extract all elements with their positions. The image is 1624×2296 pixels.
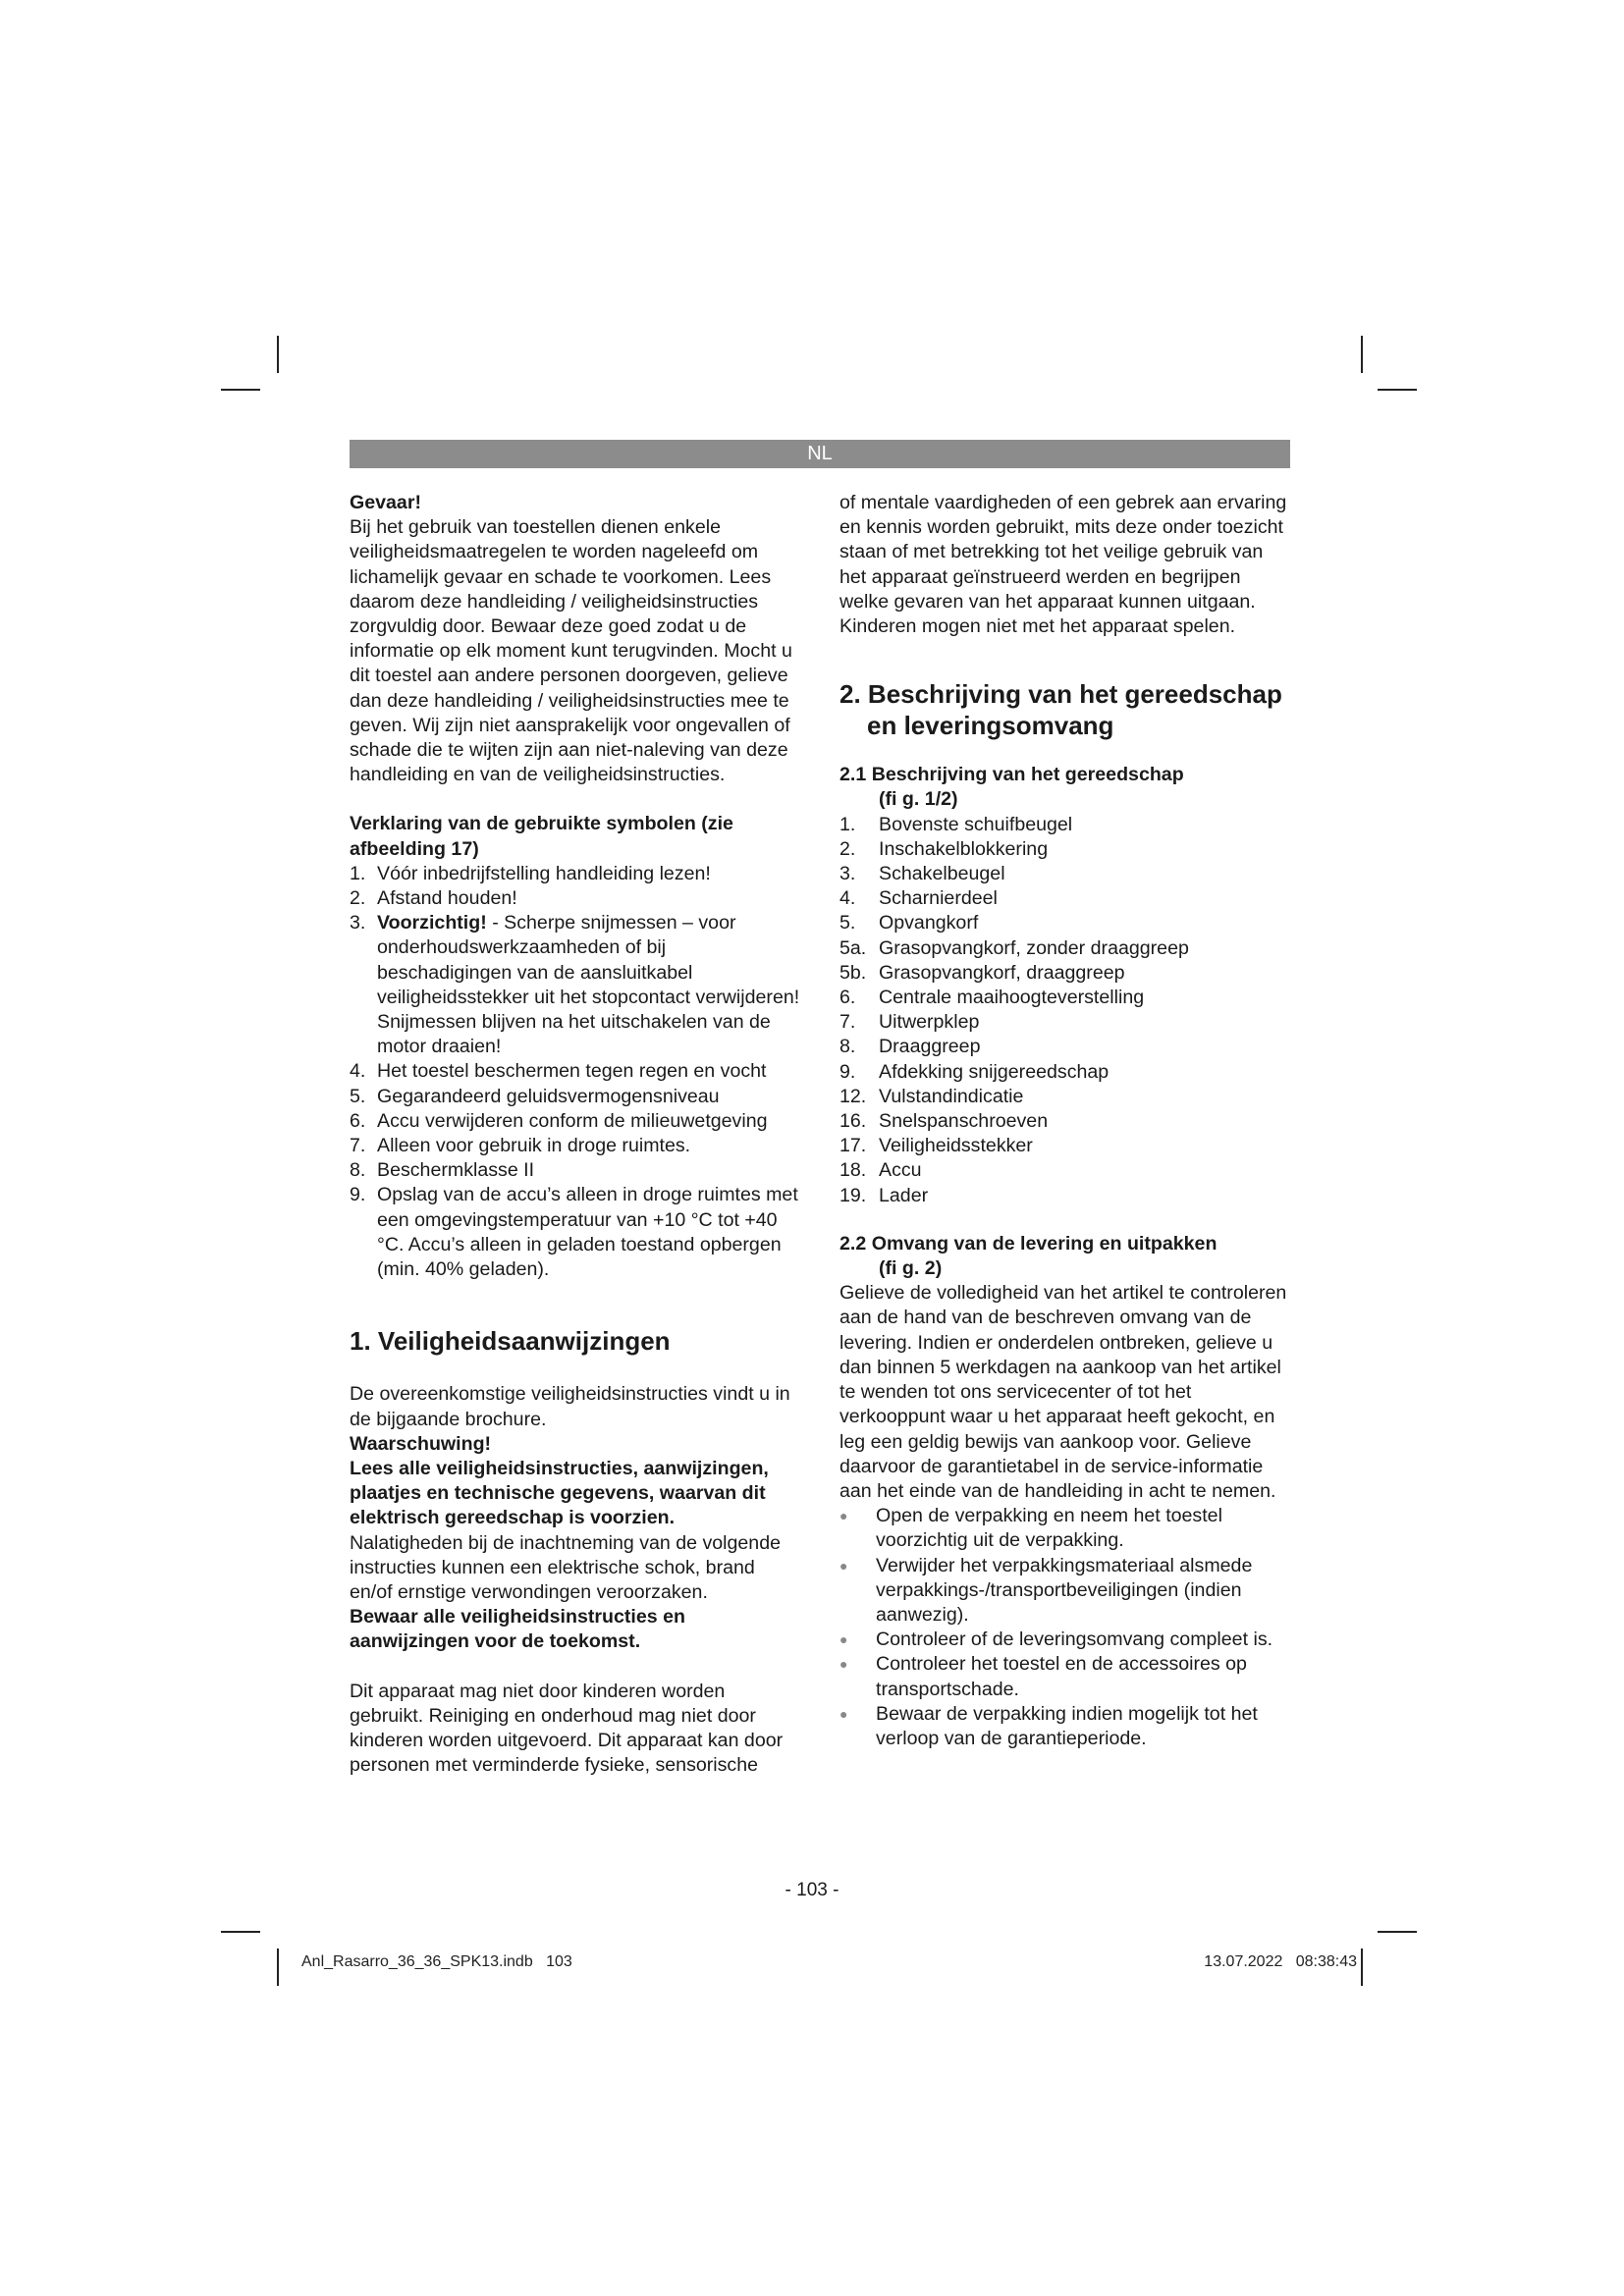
warning-title: Waarschuwing!: [350, 1432, 492, 1455]
symbols-list: [350, 862, 801, 1282]
section-2-1-heading: 2.1 Beschrijving van het gereedschap (fi g. 1/2): [839, 764, 1184, 811]
bullet-icon: ●: [839, 1557, 848, 1574]
children-text-continued: of mentale vaardigheden of een gebrek aan ervaring en kennis worden gebruikt, mits deze onder toezicht staan of met betrekking tot het veilige gebruik van het apparaat geïnstrueerd werden en begrijpen welke gevaren van het apparaat kunnen uitgaan. Kinderen mogen niet met het apparaat spelen.: [839, 492, 1287, 638]
list-item: 5a. Grasopvangkorf, zonder draaggreep: [839, 936, 1189, 959]
crop-mark: [277, 1949, 279, 1986]
bullet-icon: ●: [839, 1705, 848, 1722]
unpacking-list: [839, 1504, 1291, 1751]
section-1-intro: De overeenkomstige veiligheidsinstructies vindt u in de bijgaande brochure.: [350, 1383, 790, 1430]
bullet-icon: ●: [839, 1656, 848, 1673]
language-header: NL: [350, 440, 1290, 468]
list-item: ● Controleer of de leveringsomvang compleet is.: [839, 1628, 1291, 1652]
left-column: [350, 491, 801, 1778]
list-item: 5b. Grasopvangkorf, draaggreep: [839, 961, 1125, 984]
list-item: 1. Bovenste schuifbeugel: [839, 813, 1073, 835]
warning-bold-text: Lees alle veiligheidsinstructies, aanwijzingen, plaatjes en technische gegevens, waarvan dit elektrisch gereedschap is voorzien.: [350, 1457, 769, 1529]
crop-mark: [1361, 1949, 1363, 1986]
list-item: 6. Accu verwijderen conform de milieuwetgeving: [350, 1109, 768, 1132]
danger-text: Bij het gebruik van toestellen dienen enkele veiligheidsmaatregelen te worden nageleefd om lichamelijk gevaar en schade te voorkomen. Lees daarom deze handleiding / veiligheidsinstructies zorgvuldig door. Bewaar deze goed zodat u de informatie op elk moment kunt terugvinden. Mocht u dit toestel aan andere personen doorgeven, gelieve dan deze handleiding / veiligheidsinstructies mee te geven. Wij zijn niet aansprakelijk voor ongevallen of schade die te wijten zijn aan niet-naleving van deze handleiding en van de veiligheidsinstructies.: [350, 516, 792, 786]
list-item: 7. Alleen voor gebruik in droge ruimtes.: [350, 1135, 691, 1157]
crop-mark: [277, 336, 279, 373]
bullet-icon: ●: [839, 1631, 848, 1648]
list-item: ● Open de verpakking en neem het toestel voorzichtig uit de verpakking.: [839, 1504, 1291, 1553]
list-item: 9. Afdekking snijgereedschap: [839, 1060, 1110, 1083]
list-item: ● Verwijder het verpakkingsmateriaal alsmede verpakkings-/transportbeveiligingen (indien aanwezig).: [839, 1554, 1291, 1629]
list-item: 3. Schakelbeugel: [839, 863, 1005, 885]
list-item: 18. Accu: [839, 1159, 922, 1182]
list-item: 19. Lader: [839, 1184, 929, 1206]
danger-title: Gevaar!: [350, 492, 421, 513]
warning-keep: Bewaar alle veiligheidsinstructies en aanwijzingen voor de toekomst.: [350, 1606, 685, 1653]
page-number: - 103 -: [785, 1880, 839, 1900]
section-2-2-heading: 2.2 Omvang van de levering en uitpakken (fi g. 2): [839, 1232, 1218, 1280]
symbols-title: Verklaring van de gebruikte symbolen (zie afbeelding 17): [350, 813, 733, 860]
list-item: 16. Snelspanschroeven: [839, 1110, 1049, 1133]
children-text: Dit apparaat mag niet door kinderen worden gebruikt. Reiniging en onderhoud mag niet door kinderen worden uitgevoerd. Dit apparaat kan door personen met verminderde fysieke, sensorische: [350, 1680, 784, 1777]
list-item: 4. Het toestel beschermen tegen regen en vocht: [350, 1060, 767, 1083]
list-item: ● Controleer het toestel en de accessoires op transportschade.: [839, 1652, 1291, 1701]
list-item: 1. Vóór inbedrijfstelling handleiding lezen!: [350, 862, 711, 884]
footer-file: Anl_Rasarro_36_36_SPK13.indb 103: [301, 1953, 572, 1970]
list-item: 4. Scharnierdeel: [839, 887, 998, 910]
list-item: 5. Gegarandeerd geluidsvermogensniveau: [350, 1085, 720, 1107]
list-item: 8. Beschermklasse II: [350, 1159, 535, 1182]
section-2-2-text: Gelieve de volledigheid van het artikel te controleren aan de hand van de beschreven omvang van de levering. Indien er onderdelen ontbreken, gelieve u dan binnen 5 werkdagen na aankoop van het artikel te wenden tot ons servicecenter of tot het verkooppunt waar u het apparaat heeft gekocht, en leg een geldig bewijs van aankoop voor. Gelieve daarvoor de garantietabel in de service-informatie aan het einde van de handleiding in acht te nemen.: [839, 1282, 1287, 1502]
list-item: 9. Opslag van de accu’s alleen in droge ruimtes met een omgevingstemperatuur van +10 °C tot +40 °C. Accu’s alleen in geladen toestand opbergen (min. 40% geladen).: [350, 1184, 798, 1281]
warning-text: Nalatigheden bij de inachtneming van de volgende instructies kunnen een elektrische schok, brand en/of ernstige verwondingen veroorzaken.: [350, 1531, 782, 1603]
section-1-heading: 1. Veiligheidsaanwijzingen: [350, 1326, 671, 1357]
right-column: [839, 491, 1291, 1751]
section-2-heading: 2. Beschrijving van het gereedschap en leveringsomvang: [839, 679, 1282, 741]
bullet-icon: ●: [839, 1508, 848, 1524]
list-item: 5. Opvangkorf: [839, 912, 979, 934]
crop-mark: [1361, 336, 1363, 373]
parts-list: [839, 813, 1291, 1208]
crop-mark: [221, 1931, 260, 1933]
list-item: ● Bewaar de verpakking indien mogelijk tot het verloop van de garantieperiode.: [839, 1702, 1291, 1751]
list-item: 12. Vulstandindicatie: [839, 1085, 1024, 1107]
footer-timestamp: 13.07.2022 08:38:43: [1204, 1953, 1357, 1970]
list-item: 6. Centrale maaihoogteverstelling: [839, 987, 1145, 1009]
list-item: 17. Veiligheidsstekker: [839, 1135, 1033, 1157]
list-item: 7. Uitwerpklep: [839, 1011, 980, 1034]
list-item: 2. Inschakelblokkering: [839, 837, 1049, 860]
crop-mark: [1378, 389, 1417, 391]
list-item: 8. Draaggreep: [839, 1036, 981, 1058]
crop-mark: [221, 389, 260, 391]
list-item: 3. Voorzichtig! - Scherpe snijmessen – voor onderhoudswerkzaamheden of bij beschadigingen van de aansluitkabel veiligheidsstekker uit het stopcontact verwijderen! Snijmessen blijven na het uitschakelen van de motor draaien!: [350, 912, 800, 1058]
crop-mark: [1378, 1931, 1417, 1933]
list-item: 2. Afstand houden!: [350, 887, 517, 910]
